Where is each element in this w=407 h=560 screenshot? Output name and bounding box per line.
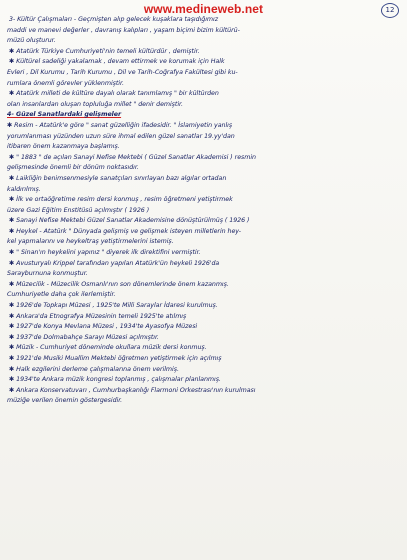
note-line: ✱ Müzik - Cumhuriyet döneminde okullara müzik dersi konmuş. — [9, 344, 207, 352]
note-line: üzere Gazi Eğitim Enstitüsü açılmıştır ( 1926 ) — [7, 206, 150, 214]
note-line: ✱ 1927'de Konya Mevlana Müzesi , 1934'te Ayasofya Müzesi — [9, 323, 198, 331]
note-line: müziğe verilen önemin göstergesidir. — [7, 397, 123, 405]
note-line: ✱ 1921'de Musiki Muallim Mektebi öğretmen yetiştirmek için açılmış — [9, 355, 222, 362]
note-line: ✱ Sanayi Nefise Mektebi Güzel Sanatlar Akademisine dönüştürülmüş ( 1926 ) — [9, 217, 250, 225]
note-line: kel yapmalarını ve heykeltraş yetiştirmelerini istemiş. — [7, 238, 174, 246]
note-line: itibaren önem kazanmaya başlamış. — [7, 143, 120, 151]
note-line: ✱ 1926'de Topkapı Müzesi , 1925'te Milli Saraylar İdaresi kurulmuş. — [9, 302, 218, 310]
note-line: ✱ Kültürel sadeliği yakalamak , devam ettirmek ve korumak için Halk — [9, 58, 225, 66]
note-line: ✱ " 1883 " de açılan Sanayi Nefise Mektebi ( Güzel Sanatlar Akademisi ) resmin — [9, 153, 256, 161]
note-line: gelişmesinde önemli bir dönüm noktasıdır. — [7, 164, 139, 172]
note-line: ✱ Atatürk milleti de kültüre dayalı olarak tanımlamış " bir kültürden — [9, 90, 219, 98]
note-line: ✱ Resim - Atatürk'e göre " sanat güzelliğin ifadesidir. " İslamiyetin yanlış — [7, 121, 233, 129]
note-line: olan insanlardan oluşan topluluğa millet " denir demiştir. — [7, 100, 183, 108]
note-line: ✱ Müzecilik - Müzecilik Osmanlı'nın son dönemlerinde önem kazanmış. — [9, 280, 229, 288]
page-number: 12 — [381, 3, 399, 18]
note-line: maddi ve manevi değerler , davranış kalıpları , yaşam biçimi bizim kültürü- — [7, 26, 240, 34]
note-line: ✱ Halk ezgilerini derleme çalışmalarına önem verilmiş. — [9, 365, 179, 373]
note-line: Cumhuriyetle daha çok ilerlemiştir. — [7, 291, 116, 299]
note-line: rumlara önemli görevler yüklenmiştir. — [7, 79, 124, 87]
note-line: müzü oluşturur. — [7, 37, 56, 45]
note-line: ✱ Heykel - Atatürk " Dünyada gelişmiş ve gelişmek isteyen milletlerin hey- — [9, 227, 241, 235]
note-line: ✱ Ankara Konservatuvarı , Cumhurbaşkanlığı Flarmoni Orkestrası'nın kurulması — [9, 386, 256, 394]
note-line: ✱ " Sinan'ın heykelini yapınız " diyerek ilk direktifini vermiştir. — [9, 249, 201, 257]
note-line: 4- Güzel Sanatlardaki gelişmeler — [7, 111, 122, 119]
note-line: ✱ İlk ve ortaöğretime resim dersi konmuş , resim öğretmeni yetiştirmek — [9, 196, 233, 204]
note-line: Sarayburnuna konmuştur. — [7, 270, 88, 278]
site-url[interactable]: www.medineweb.net — [143, 2, 264, 16]
note-line: ✱ 1937'de Dolmabahçe Sarayı Müzesi açılmıştır. — [9, 333, 159, 341]
note-line: ✱ Avusturyalı Krippel tarafından yapılan Atatürk'ün heykeli 1926'da — [9, 259, 220, 267]
note-line: ✱ Atatürk Türkiye Cumhuriyeti'nin temeli kültürdür , demiştir. — [9, 47, 200, 55]
note-line: 3- Kültür Çalışmaları - Geçmişten alıp gelecek kuşaklara taşıdığımız — [9, 16, 218, 23]
note-line: ✱ Ankara'da Etnografya Müzesinin temeli 1925'te atılmış — [9, 312, 187, 320]
note-line: kaldırılmış. — [7, 185, 41, 193]
note-line: Evleri , Dil Kurumu , Tarih Kurumu , Dil ve Tarih-Coğrafya Fakültesi gibi ku- — [7, 68, 238, 76]
handwritten-notes — [7, 15, 399, 407]
note-line: ✱ 1934'te Ankara müzik kongresi toplanmış , çalışmalar planlanmış. — [9, 376, 221, 384]
note-line: yorumlanması yüzünden uzun süre ihmal edilen güzel sanatlar 19.yy'dan — [7, 132, 235, 140]
note-line: ✱ Laikliğin benimsenmesiyle sanatçıları sınırlayan bazı algılar ortadan — [9, 174, 227, 182]
